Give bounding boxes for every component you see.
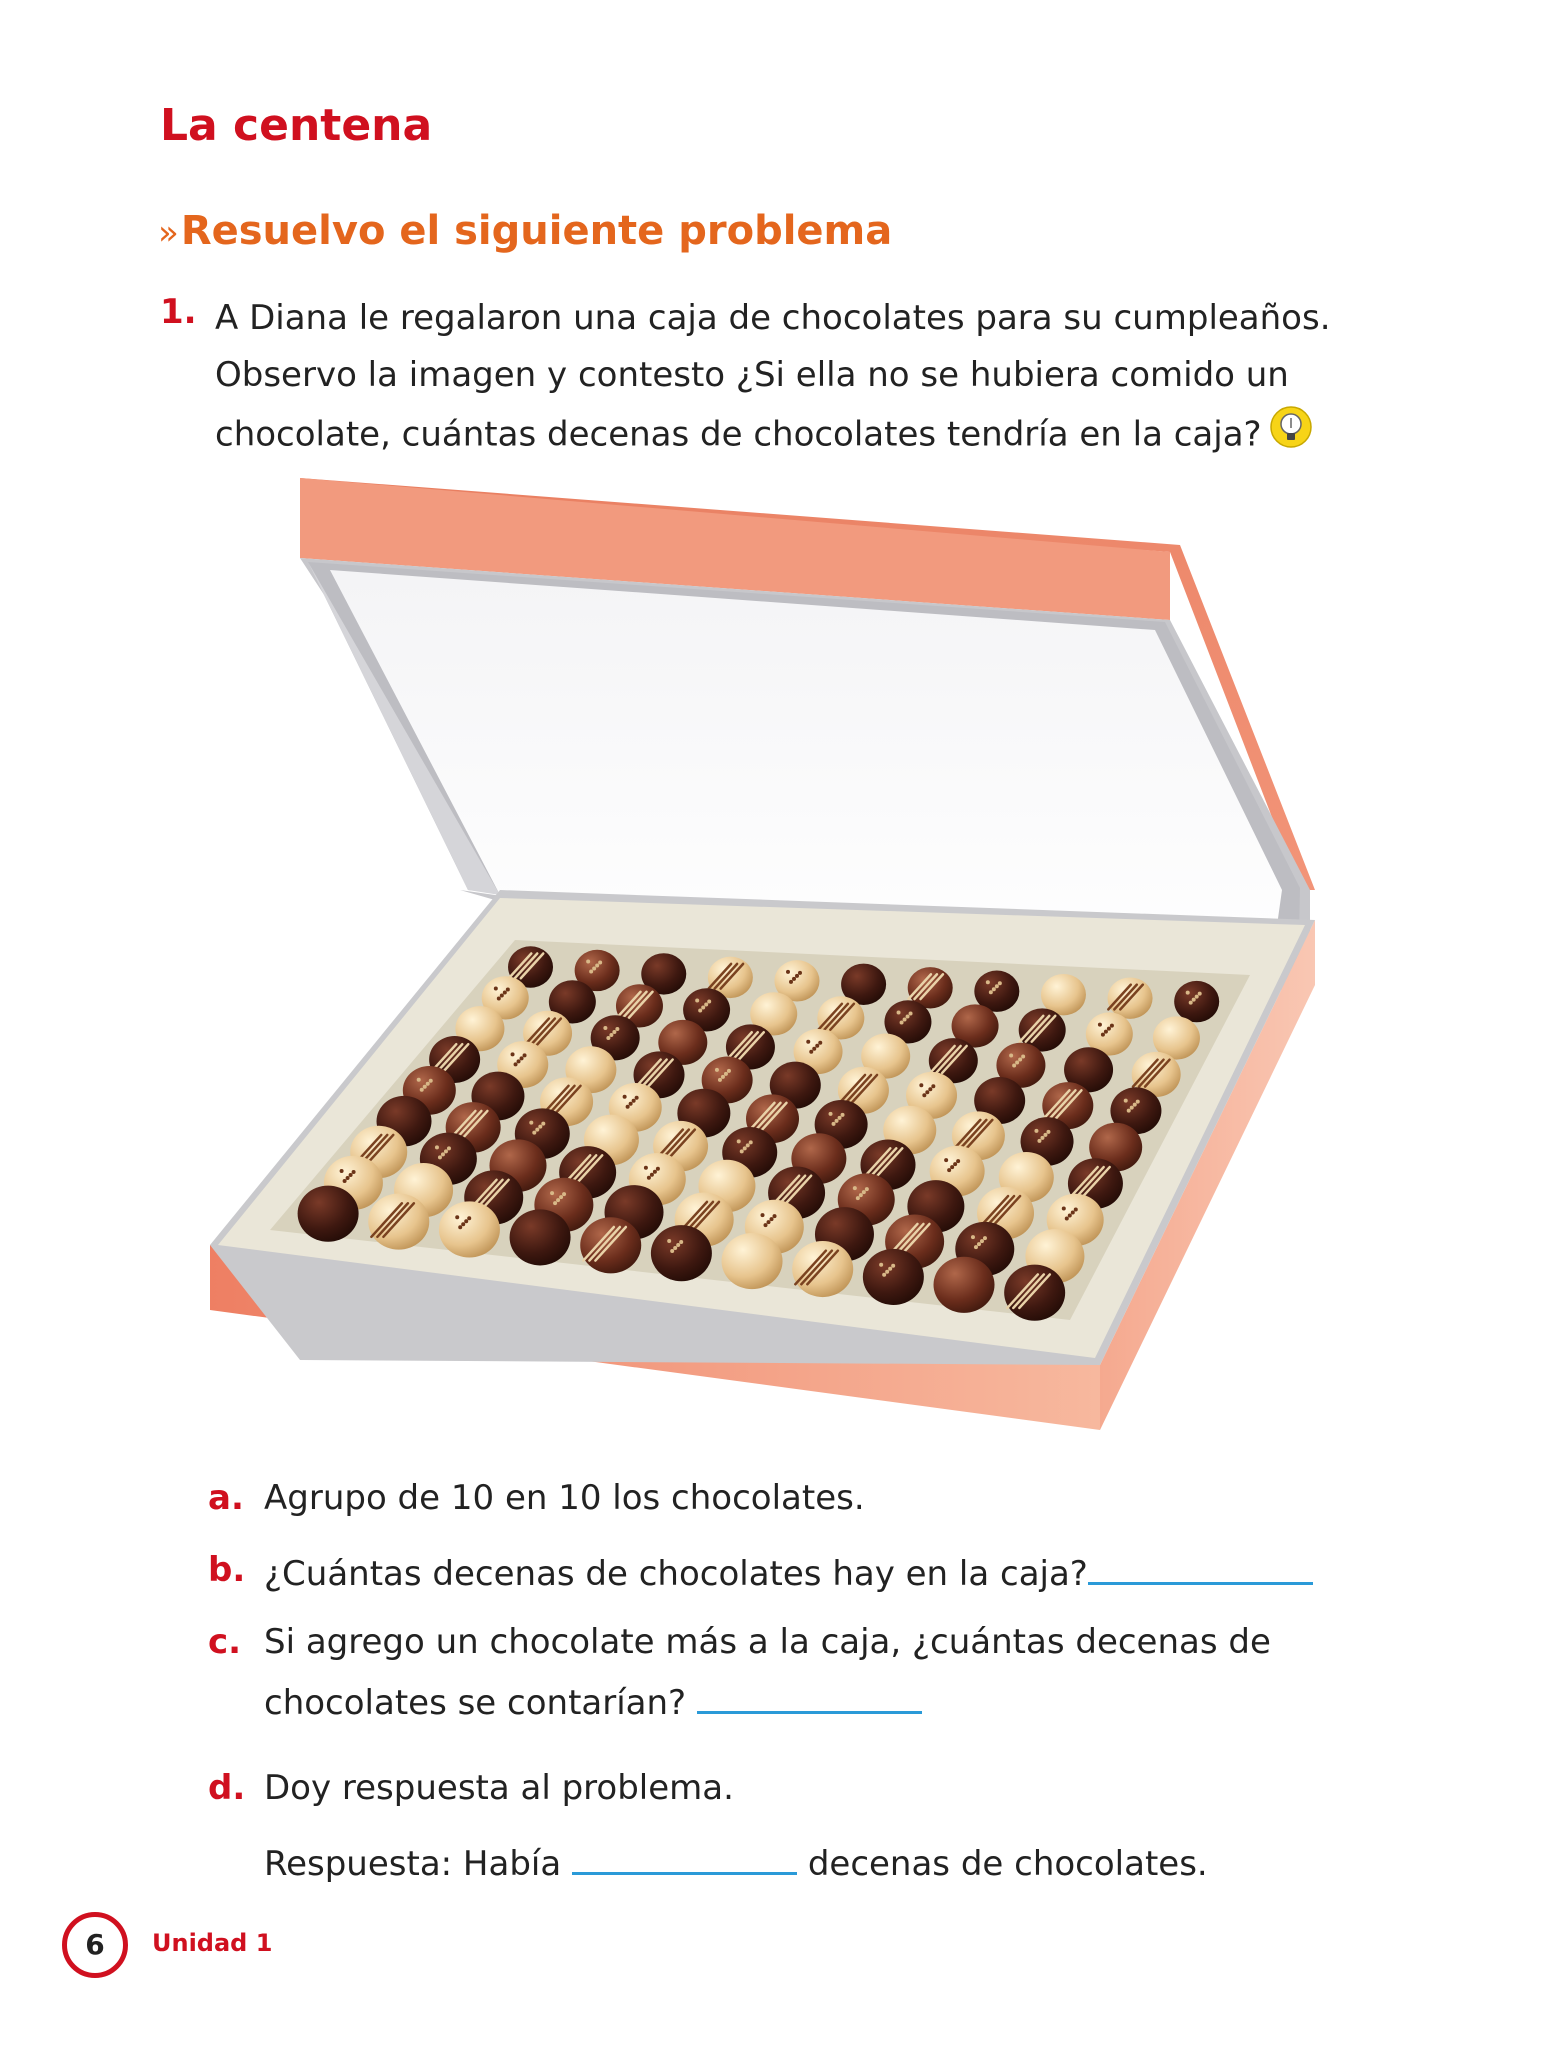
chocolate-sprinkle <box>928 1087 932 1091</box>
chocolate-sprinkle <box>1021 1054 1025 1058</box>
chocolate-sprinkle <box>1136 1100 1140 1104</box>
chocolate-sprinkle <box>679 1240 683 1244</box>
problem-statement <box>215 290 1415 468</box>
chocolate-sprinkle <box>506 987 510 991</box>
chocolate-sprinkle <box>947 1168 951 1172</box>
lightbulb-icon <box>1268 404 1314 468</box>
chocolate-sprinkle <box>882 1273 886 1277</box>
chocolate-sprinkle <box>556 1198 560 1202</box>
chocolate-sprinkle <box>340 1169 344 1173</box>
chocolate-sprinkle <box>812 1047 816 1051</box>
chocolate-sprinkle <box>865 1187 869 1191</box>
chocolate-sprinkle <box>420 1088 424 1092</box>
chocolate-sprinkle <box>862 1190 866 1194</box>
chocolate-sprinkle <box>983 1236 987 1240</box>
chocolate-sprinkle <box>673 1246 677 1250</box>
chocolate-sprinkle <box>856 1196 860 1200</box>
chocolate-sprinkle <box>511 1052 515 1056</box>
chocolate-sprinkle <box>1110 1024 1114 1028</box>
page-number: 6 <box>62 1912 128 1978</box>
chocolate-sprinkle <box>1012 1063 1016 1067</box>
chocolate-sprinkle <box>998 981 1002 985</box>
chocolate-sprinkle <box>447 1146 451 1150</box>
chocolate-sprinkle <box>650 1173 654 1177</box>
chocolate-sprinkle <box>1133 1103 1137 1107</box>
chocolate-sprinkle <box>494 986 498 990</box>
chocolate-sprinkle <box>562 1192 566 1196</box>
chocolate-sprinkle <box>818 1041 822 1045</box>
chocolate-sprinkle <box>1192 998 1196 1002</box>
chocolate-sprinkle <box>903 1018 907 1022</box>
chocolate-sprinkle <box>944 1158 948 1162</box>
chocolate-sprinkle <box>1074 1208 1078 1212</box>
chocolate-sprinkle <box>517 1059 521 1063</box>
chocolate-sprinkle <box>500 993 504 997</box>
chocolate-sprinkle <box>467 1216 471 1220</box>
chocolate-sprinkle <box>1101 1033 1105 1037</box>
chocolate-sprinkle <box>950 1165 954 1169</box>
chocolate-sprinkle <box>1046 1130 1050 1134</box>
chocolate <box>934 1257 995 1313</box>
chocolate-sprinkle <box>535 1128 539 1132</box>
chocolate-sprinkle <box>838 1116 842 1120</box>
chocolate-sprinkle <box>461 1222 465 1226</box>
chocolate-sprinkle <box>1034 1129 1038 1133</box>
chocolate-sprinkle <box>656 1167 660 1171</box>
chocolate-sprinkle <box>653 1170 657 1174</box>
chocolate-sprinkle <box>1127 1109 1131 1113</box>
chocolate-sprinkle <box>773 1214 777 1218</box>
chocolate-sprinkle <box>606 1036 610 1040</box>
chocolate-sprinkle <box>632 1099 636 1103</box>
chocolate <box>298 1186 359 1242</box>
chocolate-sprinkle <box>1189 1001 1193 1005</box>
chocolate-sprinkle <box>346 1176 350 1180</box>
chocolate-sprinkle <box>953 1162 957 1166</box>
chocolate-sprinkle <box>761 1213 765 1217</box>
chocolate-sprinkle <box>464 1219 468 1223</box>
chocolate-sprinkle <box>992 987 996 991</box>
chocolate-sprinkle <box>612 1030 616 1034</box>
chocolate-sprinkle <box>1043 1133 1047 1137</box>
chocolate-sprinkle <box>897 1011 901 1015</box>
chocolate-sprinkle <box>559 1195 563 1199</box>
chocolate-sprinkle <box>595 963 599 967</box>
chocolate-sprinkle <box>635 1096 639 1100</box>
unit-label: Unidad 1 <box>152 1929 273 1957</box>
item-letter: d. <box>208 1768 246 1808</box>
chocolate-sprinkle <box>956 1159 960 1163</box>
chocolate-sprinkle <box>670 1249 674 1253</box>
chocolate-sprinkle <box>538 1125 542 1129</box>
chocolate-sprinkle <box>995 984 999 988</box>
chocolate-sprinkle <box>737 1139 741 1143</box>
chocolate-sprinkle <box>704 1002 708 1006</box>
chocolate-sprinkle <box>909 1012 913 1016</box>
chocolate-sprinkle <box>922 1093 926 1097</box>
chocolate-sprinkle <box>835 1119 839 1123</box>
problem-text: A Diana le regalaron una caja de chocolates para su cumpleaños. Observo la imagen y contesto ¿Si ella no se hubiera comido un chocolate, cuántas decenas de chocolates tendría en la caja? <box>215 298 1331 455</box>
chocolate-sprinkle <box>603 1026 607 1030</box>
chocolate-sprinkle <box>695 998 699 1002</box>
chocolate-sprinkle <box>455 1215 459 1219</box>
chocolate-sprinkle <box>541 1122 545 1126</box>
chocolate-sprinkle <box>429 1079 433 1083</box>
chocolate-box-illustration <box>210 470 1340 1434</box>
item-text: Agrupo de 10 en 10 los chocolates. <box>264 1478 865 1518</box>
page-title: La centena <box>160 100 433 151</box>
chocolate-sprinkle <box>888 1267 892 1271</box>
chocolate-sprinkle <box>925 1090 929 1094</box>
item-text: Si agrego un chocolate más a la caja, ¿cuántas decenas de chocolates se contarían? <box>264 1622 1271 1723</box>
chocolate-sprinkle <box>885 1270 889 1274</box>
chocolate-sprinkle <box>644 1166 648 1170</box>
chocolate-sprinkle <box>343 1179 347 1183</box>
chocolate-sprinkle <box>931 1084 935 1088</box>
chocolate-sprinkle <box>1040 1136 1044 1140</box>
chocolate-sprinkle <box>667 1239 671 1243</box>
chocolate <box>510 1209 571 1265</box>
chocolate-sprinkle <box>626 1105 630 1109</box>
chocolate <box>1174 981 1219 1022</box>
chocolate-sprinkle <box>879 1263 883 1267</box>
chocolate-box-icon <box>210 470 1340 1430</box>
chocolate-sprinkle <box>1198 992 1202 996</box>
chocolate-sprinkle <box>841 1113 845 1117</box>
section-subtitle-text: Resuelvo el siguiente problema <box>180 208 893 254</box>
item-text: ¿Cuántas decenas de chocolates hay en la caja? <box>264 1554 1088 1594</box>
chocolate-sprinkle <box>792 977 796 981</box>
chocolate-sprinkle <box>589 969 593 973</box>
answer-blank-d[interactable] <box>572 1832 797 1875</box>
chocolate-sprinkle <box>724 1072 728 1076</box>
chocolate-sprinkle <box>550 1191 554 1195</box>
chocolate-sprinkle <box>770 1217 774 1221</box>
chocolate-sprinkle <box>900 1021 904 1025</box>
chocolate-sprinkle <box>647 1176 651 1180</box>
chocolate-sprinkle <box>786 970 790 974</box>
chocolate-sprinkle <box>743 1146 747 1150</box>
chocolate-sprinkle <box>623 1095 627 1099</box>
chocolate-sprinkle <box>1037 1139 1041 1143</box>
answer-blank-b[interactable] <box>1088 1542 1313 1585</box>
chocolate-sprinkle <box>715 1068 719 1072</box>
chocolate <box>439 1201 500 1257</box>
item-letter: a. <box>208 1478 244 1518</box>
chocolate-sprinkle <box>1065 1217 1069 1221</box>
chocolate-sprinkle <box>444 1149 448 1153</box>
chocolate-sprinkle <box>435 1145 439 1149</box>
item-letter: b. <box>208 1550 246 1590</box>
chocolate-sprinkle <box>707 999 711 1003</box>
chocolate-sprinkle <box>727 1069 731 1073</box>
chocolate-sprinkle <box>1130 1106 1134 1110</box>
chocolate-sprinkle <box>1015 1060 1019 1064</box>
chocolate-sprinkle <box>1195 995 1199 999</box>
chocolate <box>722 1233 783 1289</box>
chocolate-sprinkle <box>1098 1023 1102 1027</box>
chocolate <box>651 1225 712 1281</box>
chocolate-sprinkle <box>598 960 602 964</box>
chocolate-sprinkle <box>438 1155 442 1159</box>
chocolate-sprinkle <box>1018 1057 1022 1061</box>
chocolate-sprinkle <box>676 1243 680 1247</box>
chocolate-sprinkle <box>417 1078 421 1082</box>
chocolate-sprinkle <box>629 1102 633 1106</box>
chocolate-sprinkle <box>986 980 990 984</box>
problem-number: 1. <box>160 292 197 332</box>
chocolate-sprinkle <box>1068 1214 1072 1218</box>
chocolate-sprinkle <box>1009 1053 1013 1057</box>
chocolate <box>863 1249 924 1305</box>
item-text: Doy respuesta al problema. <box>264 1768 734 1808</box>
chocolate-sprinkle <box>609 1033 613 1037</box>
chocolate-sprinkle <box>832 1122 836 1126</box>
chocolate-sprinkle <box>349 1173 353 1177</box>
chocolate-sprinkle <box>974 1245 978 1249</box>
chocolate-sprinkle <box>458 1225 462 1229</box>
chocolate-sprinkle <box>1186 991 1190 995</box>
section-subtitle <box>158 208 892 254</box>
chocolate-sprinkle <box>1062 1207 1066 1211</box>
chocolate-sprinkle <box>919 1083 923 1087</box>
chocolate-sprinkle <box>529 1121 533 1125</box>
chocolate-sprinkle <box>809 1050 813 1054</box>
chocolate-sprinkle <box>514 1062 518 1066</box>
chocolate-sprinkle <box>971 1235 975 1239</box>
answer-blank-c[interactable] <box>697 1671 922 1714</box>
chocolate-sprinkle <box>853 1186 857 1190</box>
chocolate-sprinkle <box>815 1044 819 1048</box>
answer-prefix: Respuesta: Había <box>264 1844 562 1884</box>
chocolate-sprinkle <box>1124 1099 1128 1103</box>
chocolate-sprinkle <box>795 974 799 978</box>
chocolate-sprinkle <box>718 1078 722 1082</box>
chocolate-sprinkle <box>980 1239 984 1243</box>
chocolate-sprinkle <box>829 1112 833 1116</box>
chocolate-sprinkle <box>906 1015 910 1019</box>
chocolate-sprinkle <box>789 980 793 984</box>
chocolate-sprinkle <box>740 1149 744 1153</box>
chocolate-sprinkle <box>701 1005 705 1009</box>
chocolate-sprinkle <box>352 1170 356 1174</box>
chocolate-sprinkle <box>859 1193 863 1197</box>
chocolate-sprinkle <box>698 1008 702 1012</box>
answer-suffix: decenas de chocolates. <box>807 1844 1208 1884</box>
chocolate-sprinkle <box>592 966 596 970</box>
item-letter: c. <box>208 1622 242 1662</box>
chocolate-sprinkle <box>503 990 507 994</box>
chocolate-sprinkle <box>749 1140 753 1144</box>
chocolate-sprinkle <box>806 1040 810 1044</box>
chocolate-sprinkle <box>746 1143 750 1147</box>
chocolate-sprinkle <box>586 959 590 963</box>
chocolate-sprinkle <box>989 990 993 994</box>
chocolate-sprinkle <box>426 1082 430 1086</box>
chocolate-sprinkle <box>891 1264 895 1268</box>
chocolate-sprinkle <box>523 1053 527 1057</box>
chocolate-sprinkle <box>497 996 501 1000</box>
chocolate-sprinkle <box>532 1131 536 1135</box>
chocolate-sprinkle <box>553 1201 557 1205</box>
chocolate-sprinkle <box>441 1152 445 1156</box>
chocolate-sprinkle <box>615 1027 619 1031</box>
chocolate-sprinkle <box>520 1056 524 1060</box>
chocolate-sprinkle <box>1107 1027 1111 1031</box>
chocolate-sprinkle <box>1071 1211 1075 1215</box>
chocolate-sprinkle <box>764 1223 768 1227</box>
chocolate-sprinkle <box>721 1075 725 1079</box>
chocolate-sprinkle <box>977 1242 981 1246</box>
chocolate-sprinkle <box>423 1085 427 1089</box>
chocolate-sprinkle <box>1104 1030 1108 1034</box>
chocolate-sprinkle <box>798 971 802 975</box>
chocolate-sprinkle <box>767 1220 771 1224</box>
chevron-marker: » <box>158 213 179 253</box>
